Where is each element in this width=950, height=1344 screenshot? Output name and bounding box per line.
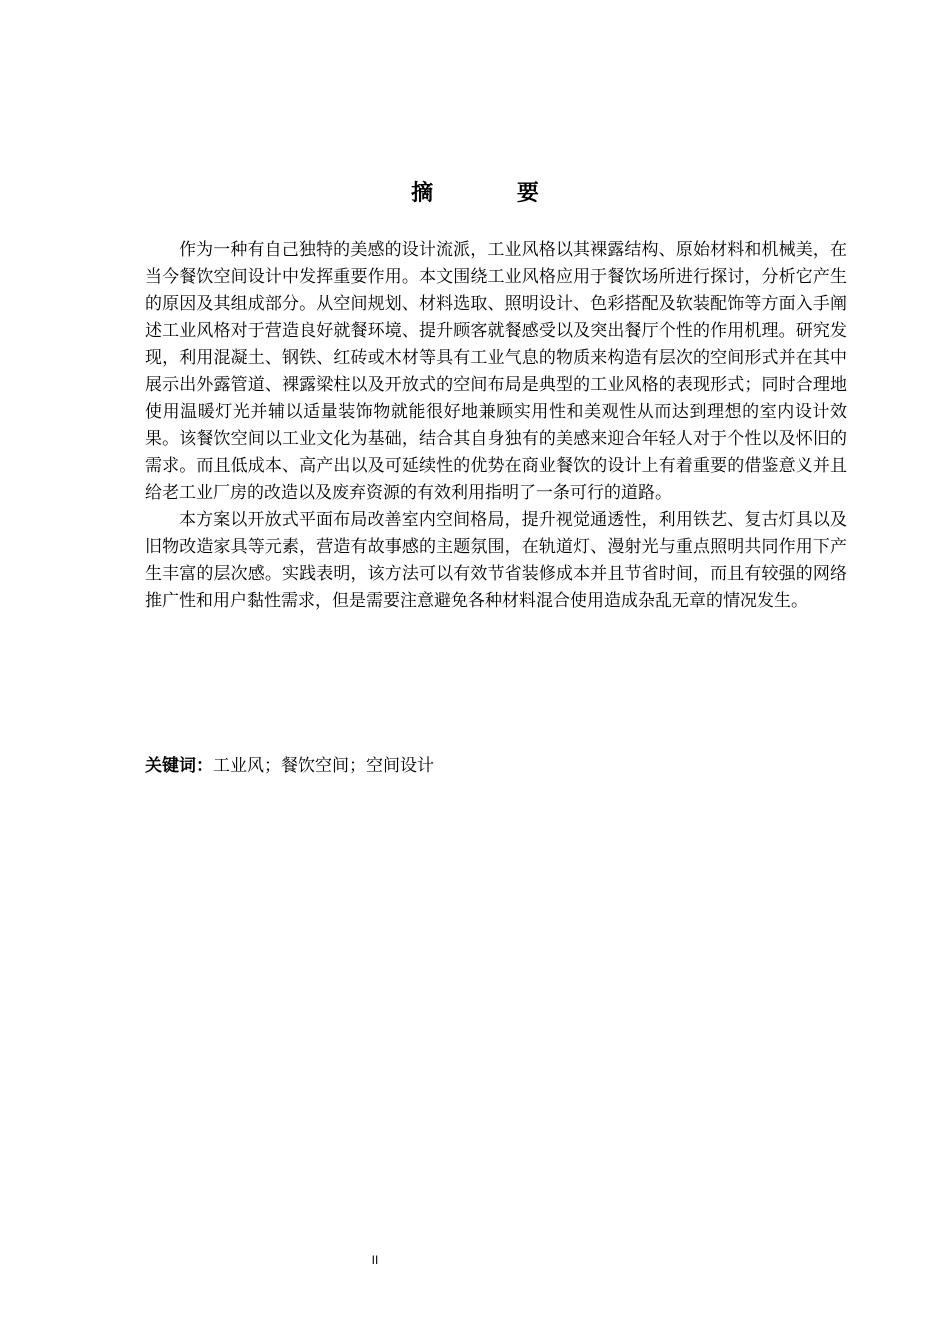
- keywords-label: 关键词：: [145, 756, 213, 776]
- abstract-paragraph-1: 作为一种有自己独特的美感的设计流派，工业风格以其裸露结构、原始材料和机械美，在当今餐饮空间设计中发挥重要作用。本文围绕工业风格应用于餐饮场所进行探讨，分析它产生的原因及其组成部分。从空间规划、材料选取、照明设计、色彩搭配及软装配饰等方面入手阐述工业风格对于营造良好就餐环境、提升顾客就餐感受以及突出餐厅个性的作用机理。研究发现，利用混凝土、钢铁、红砖或木材等具有工业气息的物质来构造有层次的空间形式并在其中展示出外露管道、裸露梁柱以及开放式的空间布局是典型的工业风格的表现形式；同时合理地使用温暖灯光并辅以适量装饰物就能很好地兼顾实用性和美观性从而达到理想的室内设计效果。该餐饮空间以工业文化为基础，结合其自身独有的美感来迎合年轻人对于个性以及怀旧的需求。而且低成本、高产出以及可延续性的优势在商业餐饮的设计上有着重要的借鉴意义并且给老工业厂房的改造以及废弃资源的有效利用指明了一条可行的道路。: [145, 240, 847, 503]
- abstract-paragraph-2: 本方案以开放式平面布局改善室内空间格局，提升视觉通透性，利用铁艺、复古灯具以及旧物改造家具等元素，营造有故事感的主题氛围，在轨道灯、漫射光与重点照明共同作用下产生丰富的层次感。实践表明，该方法可以有效节省装修成本并且节省时间，而且有较强的网络推广性和用户黏性需求，但是需要注意避免各种材料混合使用造成杂乱无章的情况发生。: [145, 510, 847, 611]
- abstract-title: 摘 要: [411, 181, 577, 206]
- abstract-body: [145, 237, 847, 615]
- keywords-line: [145, 753, 847, 780]
- page-number: II: [371, 1253, 379, 1267]
- keywords-text: 工业风；餐饮空间；空间设计: [213, 756, 434, 776]
